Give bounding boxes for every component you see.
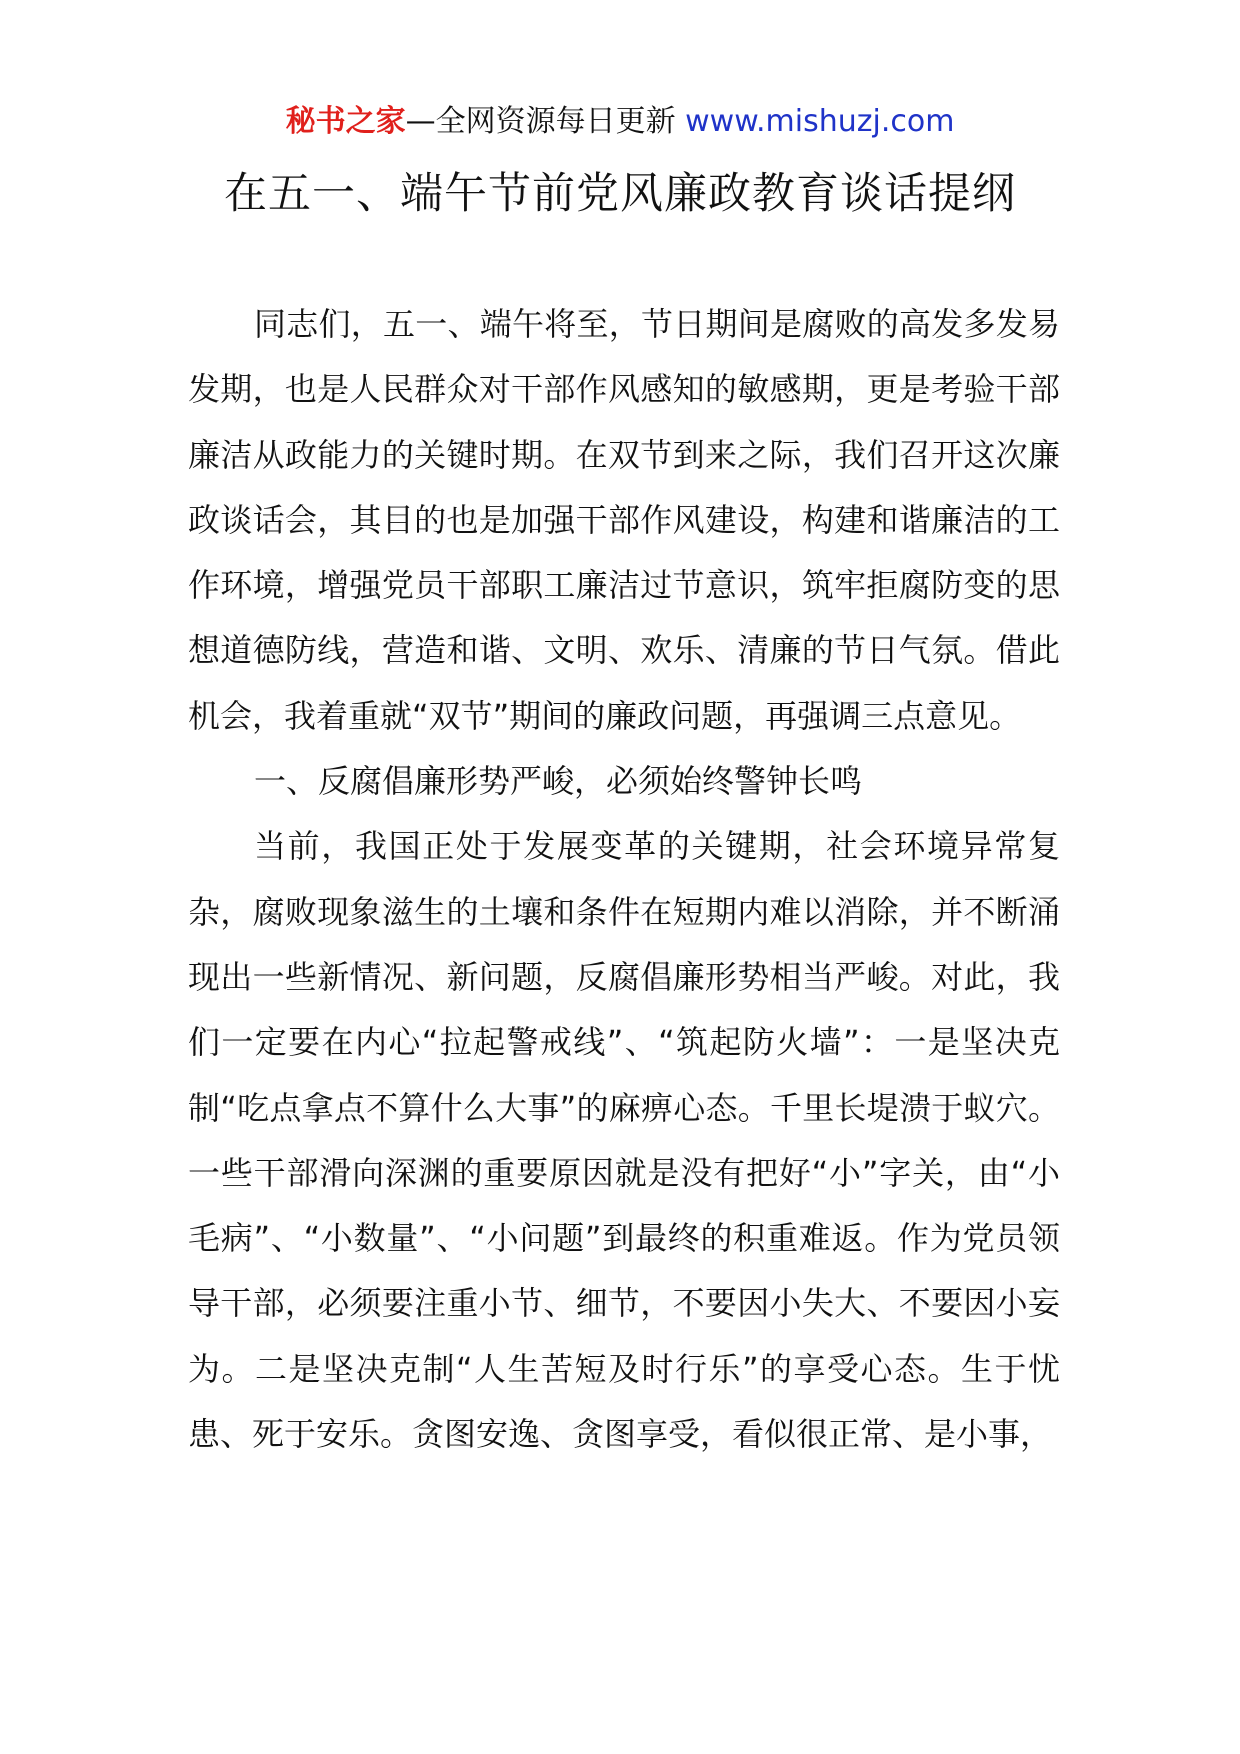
document-body [188, 292, 1060, 1467]
site-url-link[interactable]: www.mishuzj.com [685, 104, 955, 139]
paragraph-intro: 同志们，五一、端午将至，节日期间是腐败的高发多发易发期，也是人民群众对干部作风感知的敏感期，更是考验干部廉洁从政能力的关键时期。在双节到来之际，我们召开这次廉政谈话会，其目的也是加强干部作风建设，构建和谐廉洁的工作环境，增强党员干部职工廉洁过节意识，筑牢拒腐防变的思想道德防线，营造和谐、文明、欢乐、清廉的节日气氛。借此机会，我着重就“双节”期间的廉政问题，再强调三点意见。 [188, 305, 1060, 735]
site-header [0, 102, 1240, 142]
brand-name: 秘书之家 [285, 104, 406, 139]
document-title: 在五一、端午节前党风廉政教育谈话提纲 [224, 169, 1016, 219]
section-heading-1: 一、反腐倡廉形势严峻，必须始终警钟长鸣 [254, 762, 863, 801]
header-tagline: —全网资源每日更新 [405, 104, 686, 139]
paragraph-section-1: 当前，我国正处于发展变革的关键期，社会环境异常复杂，腐败现象滋生的土壤和条件在短期内难以消除，并不断涌现出一些新情况、新问题，反腐倡廉形势相当严峻。对此，我们一定要在内心“拉起警戒线”、“筑起防火墙”：一是坚决克制“吃点拿点不算什么大事”的麻痹心态。千里长堤溃于蚁穴。一些干部滑向深渊的重要原因就是没有把好“小”字关，由“小毛病”、“小数量”、“小问题”到最终的积重难返。作为党员领导干部，必须要注重小节、细节，不要因小失大、不要因小妄为。二是坚决克制“人生苦短及时行乐”的享受心态。生于忧患、死于安乐。贪图安逸、贪图享受，看似很正常、是小事， [188, 827, 1060, 1454]
